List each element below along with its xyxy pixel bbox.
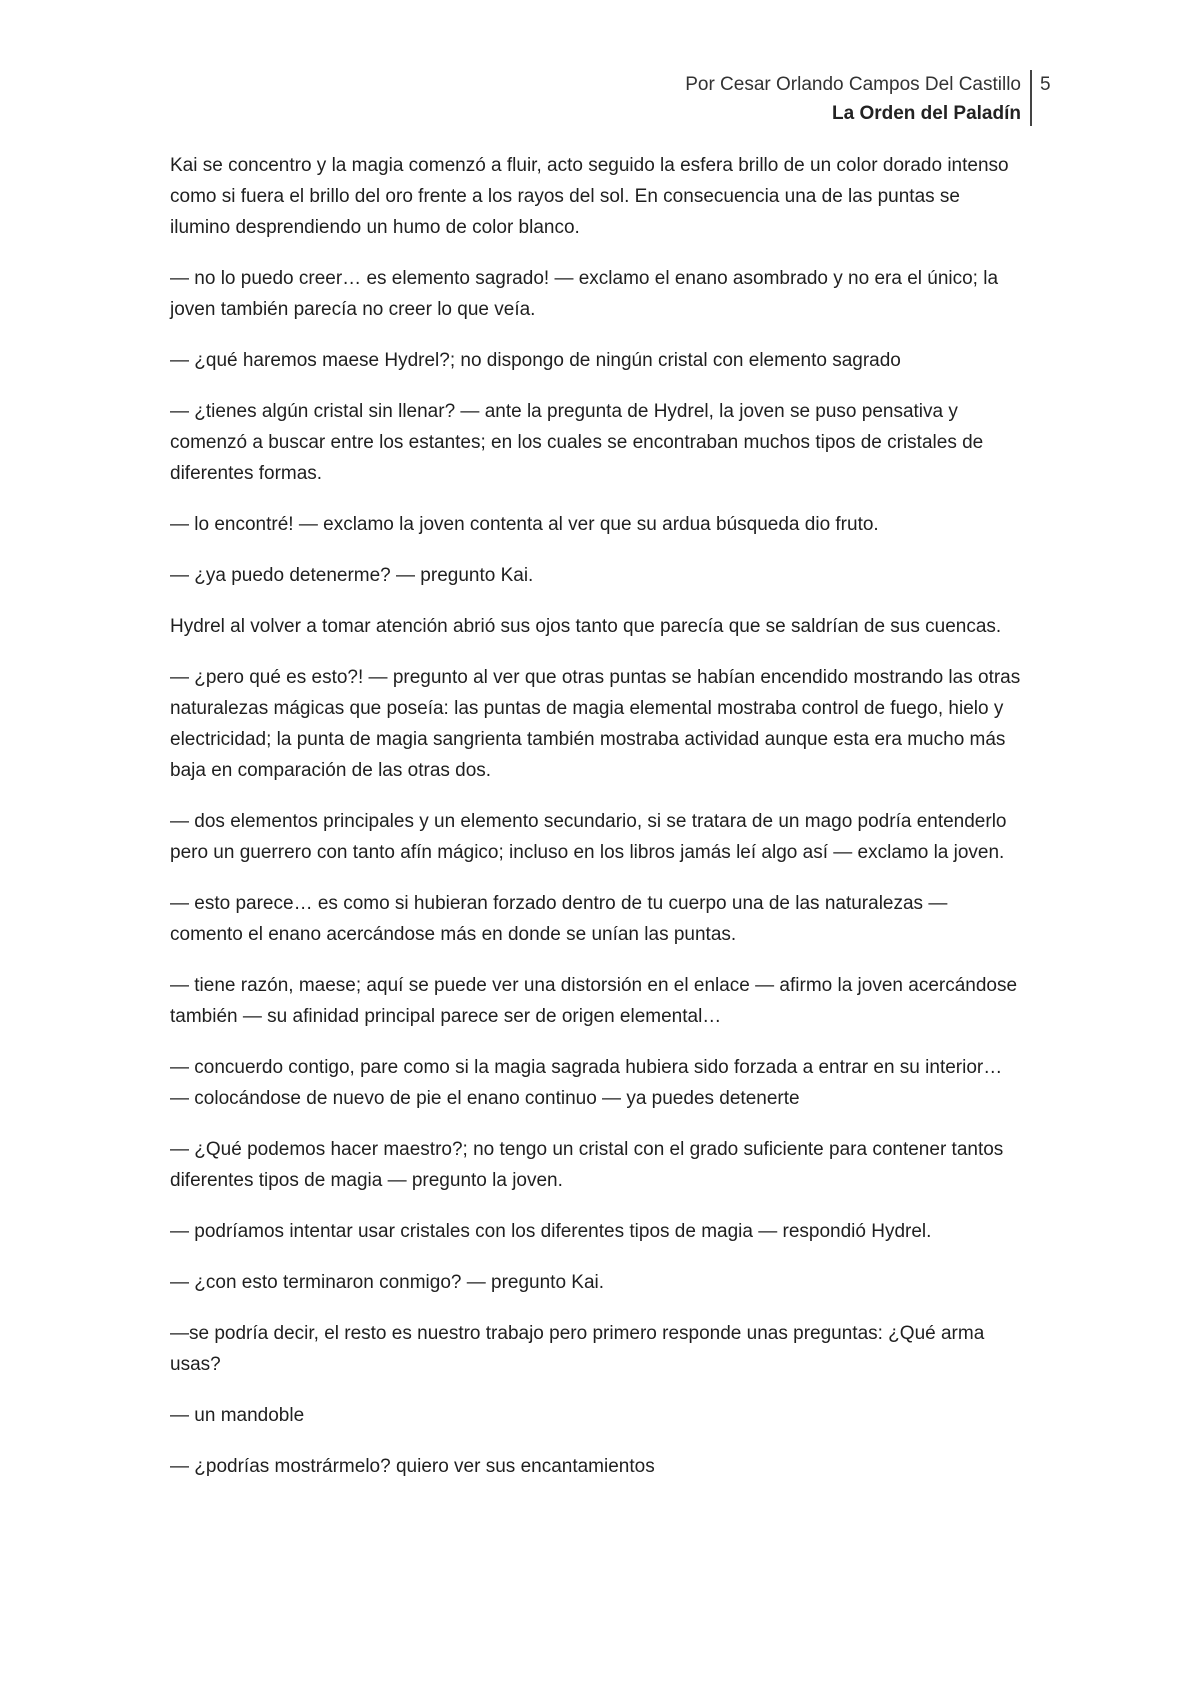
paragraph: — esto parece… es como si hubieran forzado dentro de tu cuerpo una de las naturalezas — comento el enano acercándose más en donde se unían las puntas. [170,893,948,945]
page-number: 5 [1040,74,1051,95]
paragraph: — ¿pero qué es esto?! — pregunto al ver que otras puntas se habían encendido mostrando las otras naturalezas mágicas que poseía: las puntas de magia elemental mostraba control de fuego, hielo y electricidad; la punta de magia sangrienta también mostraba actividad aunque esta era mucho más baja en comparación de las otras dos. [170,667,1021,781]
paragraph: — concuerdo contigo, pare como si la magia sagrada hubiera sido forzada a entrar en su interior… — colocándose de nuevo de pie el enano continuo — ya puedes detenerte [170,1057,1003,1109]
paragraph: — ¿ya puedo detenerme? — pregunto Kai. [170,565,534,586]
paragraph: — tiene razón, maese; aquí se puede ver una distorsión en el enlace — afirmo la joven acercándose también — su afinidad principal parece ser de origen elemental… [170,975,1018,1027]
paragraph: — podríamos intentar usar cristales con los diferentes tipos de magia — respondió Hydrel. [170,1221,932,1242]
paragraph: — dos elementos principales y un elemento secundario, si se tratara de un mago podría entenderlo pero un guerrero con tanto afín mágico; incluso en los libros jamás leí algo así — exclamo la joven. [170,811,1007,863]
paragraph: — ¿qué haremos maese Hydrel?; no dispongo de ningún cristal con elemento sagrado [170,350,901,371]
paragraph: —se podría decir, el resto es nuestro trabajo pero primero responde unas preguntas: ¿Qué arma usas? [170,1323,985,1375]
body-text [170,150,1025,1502]
paragraph: — ¿podrías mostrármelo? quiero ver sus encantamientos [170,1456,655,1477]
paragraph: — lo encontré! — exclamo la joven contenta al ver que su ardua búsqueda dio fruto. [170,514,879,535]
paragraph: — ¿Qué podemos hacer maestro?; no tengo un cristal con el grado suficiente para contener tantos diferentes tipos de magia — pregunto la joven. [170,1139,1004,1191]
header-divider [1030,70,1032,126]
header-author: Por Cesar Orlando Campos Del Castillo [685,74,1021,95]
header-book-title: La Orden del Paladín [832,103,1021,124]
paragraph: Kai se concentro y la magia comenzó a fluir, acto seguido la esfera brillo de un color dorado intenso como si fuera el brillo del oro frente a los rayos del sol. En consecuencia una de las puntas se ilumino desprendiendo un humo de color blanco. [170,155,1009,238]
paragraph: — ¿con esto terminaron conmigo? — pregunto Kai. [170,1272,605,1293]
page-header [685,70,1021,128]
paragraph: — ¿tienes algún cristal sin llenar? — ante la pregunta de Hydrel, la joven se puso pensativa y comenzó a buscar entre los estantes; en los cuales se encontraban muchos tipos de cristales de diferentes formas. [170,401,984,484]
paragraph: — un mandoble [170,1405,305,1426]
paragraph: — no lo puedo creer… es elemento sagrado! — exclamo el enano asombrado y no era el único; la joven también parecía no creer lo que veía. [170,268,999,320]
paragraph: Hydrel al volver a tomar atención abrió sus ojos tanto que parecía que se saldrían de sus cuencas. [170,616,1002,637]
